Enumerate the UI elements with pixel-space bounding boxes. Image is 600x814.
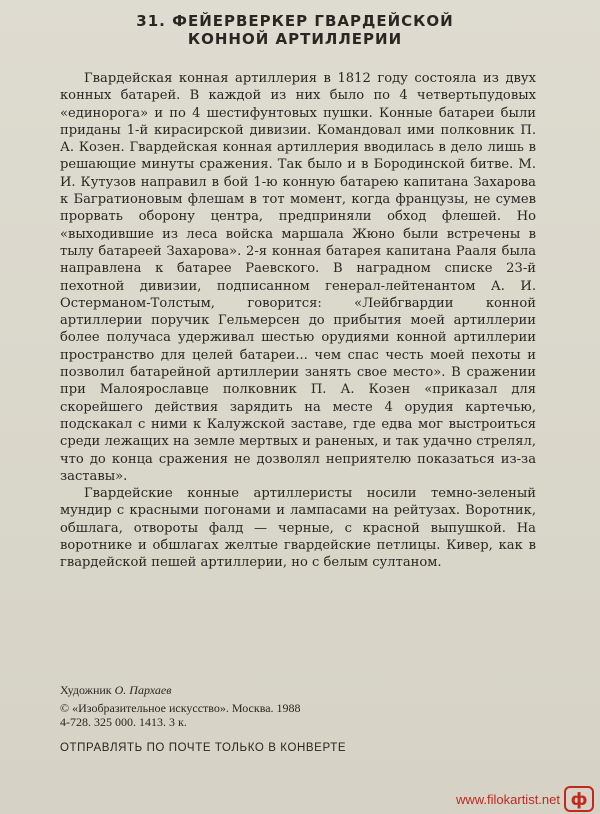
page-title [60, 12, 530, 48]
title-line-2: КОННОЙ АРТИЛЛЕРИИ [187, 30, 403, 48]
artist-name: О. Пархаев [114, 683, 172, 697]
watermark-logo-icon [564, 786, 594, 812]
mailing-instruction: ОТПРАВЛЯТЬ ПО ПОЧТЕ ТОЛЬКО В КОНВЕРТЕ [60, 742, 347, 754]
paragraph-history: Гвардейская конная артиллерия в 1812 году состояла из двух конных батарей. В каждой из них было по 4 четвертьпудовых «единорога» и по 4 шестифунтовых пушки. Конные батареи были приданы 1-й кирасирской дивизии. Командовал ими полковник П. А. Козен. Гвардейская конная артиллерия вводилась в дело лишь в решающие минуты сражения. Так было и в Бородинской битве. М. И. Кутузов направил в бой 1-ю конную батарею капитана Захарова к Багратионовым флешам в тот момент, когда французы, не сумев прорвать оборону центра, предприняли обход флешей. Но «выходившие из леса войска маршала Жюно были встречены в тылу батареей Захарова». 2-я конная батарея капитана Рааля была направлена к батарее Раевского. В наградном списке 23-й пехотной дивизии, подписанном генерал-лейтенантом А. И. Остерманом-Толстым, говорится: «Лейбгвардии конной артиллерии поручик Гельмерсен до прибытия моей артиллерии более получаса удерживал шестью орудиями конной артиллерии пространство для целей батареи... чем спас честь моей пехоты и позволил батарейной артиллерии занять свое место». В сражении при Малоярославце полковник П. А. Козен «приказал для скорейшего действия зарядить на месте 4 орудия картечью, подскакал с ними к Калужской заставе, где едва мог выстроиться среди лежащих на земле мертвых и раненых, и так удачно стрелял, что до конца сражения не дозволял неприятелю показаться из-за заставы». [60, 71, 536, 484]
credits-block [60, 683, 530, 729]
paragraph-uniform: Гвардейские конные артиллеристы носили темно-зеленый мундир с красными погонами и лампасами на рейтузах. Воротник, обшлага, отвороты фалд — черные, с красной выпушкой. На воротнике и обшлагах желтые гвардейские петлицы. Кивер, как в гвардейской пешей артиллерии, но с белым султаном. [60, 486, 536, 571]
artist-label: Художник [60, 683, 112, 697]
article-body [60, 70, 536, 572]
print-code: 4-728. 325 000. 1413. 3 к. [60, 715, 187, 729]
title-line-1: 31. ФЕЙЕРВЕРКЕР ГВАРДЕЙСКОЙ [136, 12, 454, 30]
watermark-logo-letter: ф [570, 790, 588, 810]
artist-credit [60, 683, 530, 697]
publisher-line: © «Изобразительное искусство». Москва. 1988 [60, 701, 301, 715]
watermark-url: www.filokartist.net [455, 792, 560, 807]
